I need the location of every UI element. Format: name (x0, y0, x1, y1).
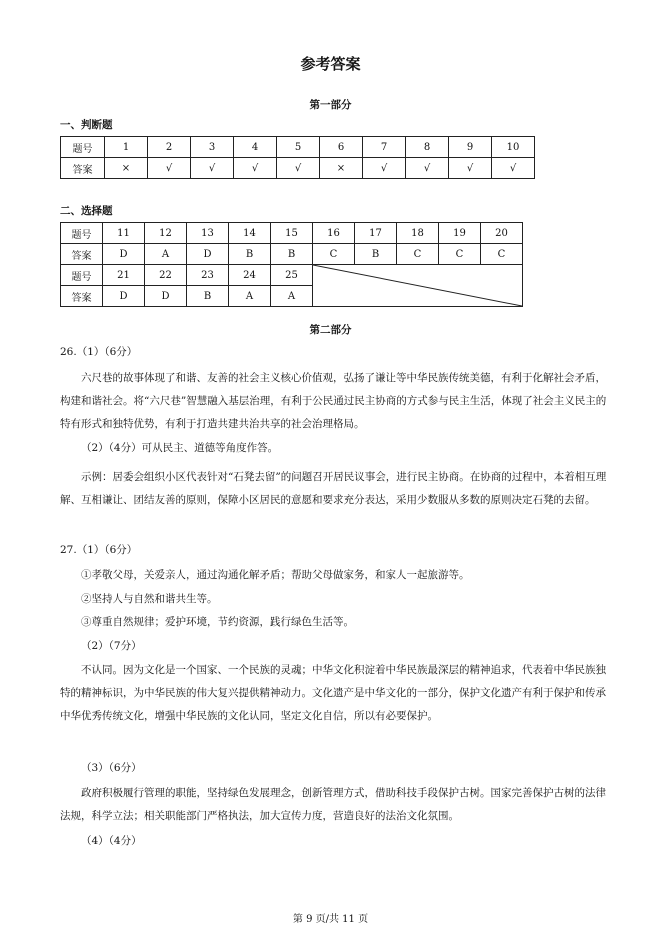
question-number: 2 (148, 137, 191, 158)
question-number: 10 (492, 137, 535, 158)
row-label: 答案 (61, 158, 105, 179)
page-title: 参考答案 (300, 55, 361, 73)
q27-item-2: ②坚持人与自然和谐共生等。 (81, 593, 218, 605)
answer-cell: C (397, 244, 439, 265)
choice-number-row-2 (61, 265, 523, 286)
answer-cell: × (105, 158, 148, 179)
question-number: 3 (191, 137, 234, 158)
question-number: 6 (320, 137, 363, 158)
question-number: 19 (439, 223, 481, 244)
row-label: 答案 (61, 244, 103, 265)
answer-cell: √ (406, 158, 449, 179)
question-number: 9 (449, 137, 492, 158)
answer-cell: √ (277, 158, 320, 179)
q27-item-1: ①孝敬父母，关爱亲人，通过沟通化解矛盾；帮助父母做家务，和家人一起旅游等。 (81, 569, 470, 581)
answer-cell: C (439, 244, 481, 265)
question-number: 4 (234, 137, 277, 158)
question-number: 12 (145, 223, 187, 244)
answer-cell: √ (148, 158, 191, 179)
empty-slash-cell (313, 265, 523, 307)
q26-example-paragraph: 示例：居委会组织小区代表针对“石凳去留”的问题召开居民议事会，进行民主协商。在协商的过程中，本着相互理解、互相谦让、团结友善的原则，保障小区居民的意愿和要求充分表达，采用少数服从多数的原则决定石凳的去留。 (60, 471, 607, 506)
q26-sub2-heading: （2）（4分）可从民主、道德等角度作答。 (81, 442, 279, 454)
answer-cell: √ (449, 158, 492, 179)
question-number: 8 (406, 137, 449, 158)
question-number: 18 (397, 223, 439, 244)
choice-answer-row (61, 244, 523, 265)
row-label: 答案 (61, 286, 103, 307)
judge-number-row (61, 137, 535, 158)
answer-cell: A (145, 244, 187, 265)
answer-cell: C (313, 244, 355, 265)
q27-sub2-paragraph: 不认同。因为文化是一个国家、一个民族的灵魂；中华文化积淀着中华民族最深层的精神追求，代表着中华民族独特的精神标识，为中华民族的伟大复兴提供精神动力。文化遗产是中华文化的一部分，保护文化遗产有利于保护和传承中华优秀传统文化，增强中华民族的文化认同，坚定文化自信，所以有必要保护。 (60, 664, 606, 722)
answer-cell: D (103, 244, 145, 265)
answer-cell: √ (191, 158, 234, 179)
diagonal-slash (313, 265, 522, 306)
judge-answer-row (61, 158, 535, 179)
question-number: 22 (145, 265, 187, 286)
answer-cell: √ (234, 158, 277, 179)
judge-table (60, 136, 535, 179)
q27-sub2-heading: （2）（7分） (81, 640, 142, 652)
q27-sub4-heading: （4）（4分） (81, 835, 142, 847)
answer-cell: D (187, 244, 229, 265)
answer-cell: B (271, 244, 313, 265)
answer-cell: √ (492, 158, 535, 179)
choice-table (60, 222, 523, 307)
q26-answer-paragraph: 六尺巷的故事体现了和谐、友善的社会主义核心价值观，弘扬了谦让等中华民族传统美德，有利于化解社会矛盾，构建和谐社会。将“六尺巷”智慧融入基层治理，有利于公民通过民主协商的方式参与民主生活，体现了社会主义民主的特有形式和独特优势，有利于打造共建共治共享的社会治理格局。 (60, 372, 607, 430)
question-number: 13 (187, 223, 229, 244)
answer-cell: A (229, 286, 271, 307)
row-label: 题号 (61, 265, 103, 286)
answer-cell: A (271, 286, 313, 307)
question-number: 17 (355, 223, 397, 244)
question-number: 21 (103, 265, 145, 286)
answer-cell: B (229, 244, 271, 265)
question-number: 11 (103, 223, 145, 244)
row-label: 题号 (61, 137, 105, 158)
question-number: 25 (271, 265, 313, 286)
answer-cell: B (355, 244, 397, 265)
question-number: 23 (187, 265, 229, 286)
judge-heading: 一、判断题 (60, 119, 113, 131)
page-footer: 第 9 页/共 11 页 (292, 914, 369, 925)
answer-cell: C (481, 244, 523, 265)
q26-heading: 26.（1）（6分） (60, 346, 138, 358)
choice-heading: 二、选择题 (60, 205, 113, 217)
answer-cell: √ (363, 158, 406, 179)
answer-cell: × (320, 158, 363, 179)
part1-heading: 第一部分 (309, 99, 352, 111)
question-number: 15 (271, 223, 313, 244)
part2-heading: 第二部分 (309, 324, 352, 336)
q27-heading: 27.（1）（6分） (60, 544, 138, 556)
question-number: 24 (229, 265, 271, 286)
question-number: 5 (277, 137, 320, 158)
row-label: 题号 (61, 223, 103, 244)
answer-cell: B (187, 286, 229, 307)
question-number: 14 (229, 223, 271, 244)
q27-sub3-heading: （3）（6分） (81, 762, 142, 774)
question-number: 7 (363, 137, 406, 158)
q27-sub3-paragraph: 政府积极履行管理的职能，坚持绿色发展理念，创新管理方式，借助科技手段保护古树。国家完善保护古树的法律法规，科学立法；相关职能部门严格执法，加大宣传力度，营造良好的法治文化氛围。 (60, 787, 606, 822)
question-number: 20 (481, 223, 523, 244)
choice-number-row (61, 223, 523, 244)
answer-cell: D (145, 286, 187, 307)
question-number: 1 (105, 137, 148, 158)
q27-item-3: ③尊重自然规律；爱护环境，节约资源，践行绿色生活等。 (81, 616, 354, 628)
question-number: 16 (313, 223, 355, 244)
answer-cell: D (103, 286, 145, 307)
